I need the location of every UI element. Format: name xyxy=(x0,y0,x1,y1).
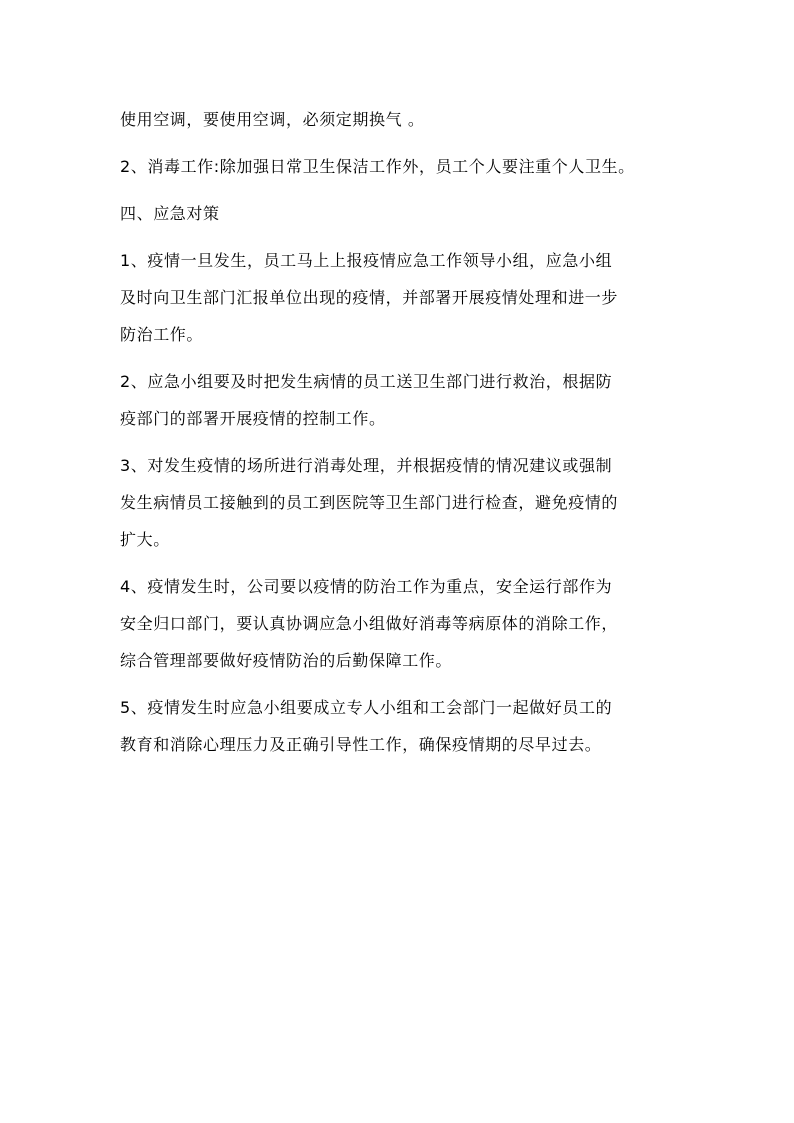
paragraph-ac-ventilation xyxy=(120,101,690,138)
paragraph-item-3 xyxy=(120,447,690,558)
text-line: 1、疫情一旦发生，员工马上上报疫情应急工作领导小组，应急小组 xyxy=(120,251,613,270)
paragraph-item-1 xyxy=(120,242,690,353)
document-body xyxy=(120,101,690,773)
text-line: 发生病情员工接触到的员工到医院等卫生部门进行检查，避免疫情的 xyxy=(120,493,619,512)
text-line: 2、应急小组要及时把发生病情的员工送卫生部门进行救治，根据防 xyxy=(120,372,613,391)
text-line: 3、对发生疫情的场所进行消毒处理，并根据疫情的情况建议或强制 xyxy=(120,456,613,475)
paragraph-item-4 xyxy=(120,568,690,679)
text-line: 综合管理部要做好疫情防治的后勤保障工作。 xyxy=(120,651,453,670)
paragraph-disinfection-work xyxy=(120,148,690,185)
text-line: 安全归口部门，要认真协调应急小组做好消毒等病原体的消除工作， xyxy=(120,614,619,633)
paragraph-item-5 xyxy=(120,689,690,763)
text-line: 5、疫情发生时应急小组要成立专人小组和工会部门一起做好员工的 xyxy=(120,698,613,717)
text-line: 及时向卫生部门汇报单位出现的疫情，并部署开展疫情处理和进一步 xyxy=(120,288,619,307)
text-line: 4、疫情发生时，公司要以疫情的防治工作为重点，安全运行部作为 xyxy=(120,577,613,596)
text-line: 教育和消除心理压力及正确引导性工作，确保疫情期的尽早过去。 xyxy=(120,735,602,754)
section-heading: 四、应急对策 xyxy=(120,204,220,223)
paragraph-item-2 xyxy=(120,363,690,437)
text-line: 使用空调，要使用空调，必须定期换气 。 xyxy=(120,110,425,129)
text-line: 扩大。 xyxy=(120,530,170,549)
section-heading-emergency-measures xyxy=(120,195,690,232)
text-line: 疫部门的部署开展疫情的控制工作。 xyxy=(120,409,386,428)
text-line: 防治工作。 xyxy=(120,325,204,344)
text-line: 2、消毒工作:除加强日常卫生保洁工作外，员工个人要注重个人卫生。 xyxy=(120,157,635,176)
